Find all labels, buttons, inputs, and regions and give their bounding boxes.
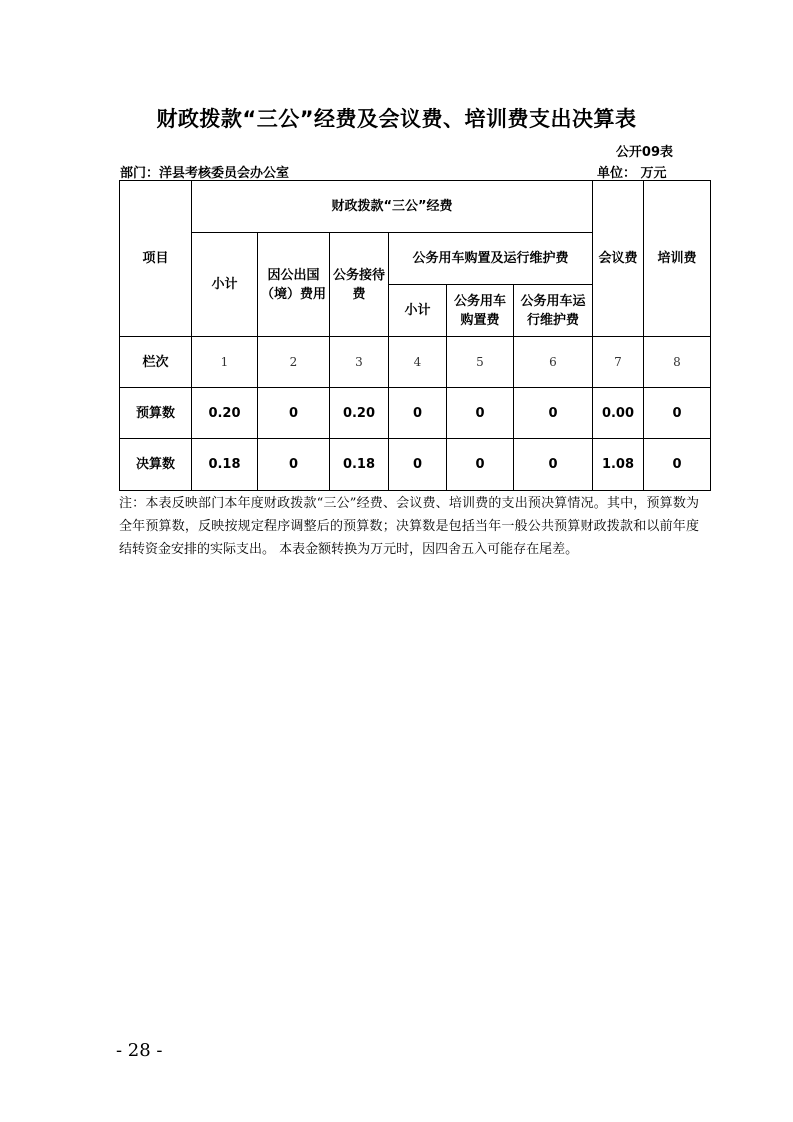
header-vehicle-operation: 公务用车运行维护费	[514, 285, 593, 337]
table-cell: 0	[514, 439, 593, 491]
table-cell: 0.18	[330, 439, 389, 491]
table-cell: 0	[258, 439, 330, 491]
page-number: - 28 -	[116, 1040, 163, 1061]
row-label: 预算数	[120, 388, 192, 439]
table-cell: 1	[192, 337, 258, 388]
header-meeting: 会议费	[593, 181, 644, 337]
table-cell: 0	[644, 388, 711, 439]
table-cell: 5	[447, 337, 514, 388]
header-vehicle-group: 公务用车购置及运行维护费	[389, 233, 593, 285]
table-cell: 0	[447, 439, 514, 491]
table-cell: 0	[644, 439, 711, 491]
row-label: 决算数	[120, 439, 192, 491]
header-item: 项目	[120, 181, 192, 337]
table-cell: 0.20	[330, 388, 389, 439]
unit-label: 单位： 万元	[597, 166, 667, 181]
table-cell: 4	[389, 337, 447, 388]
table-cell: 2	[258, 337, 330, 388]
table-cell: 8	[644, 337, 711, 388]
header-reception: 公务接待费	[330, 233, 389, 337]
table-cell: 3	[330, 337, 389, 388]
header-abroad: 因公出国（境）费用	[258, 233, 330, 337]
table-cell: 6	[514, 337, 593, 388]
table-cell: 0.00	[593, 388, 644, 439]
page-title: 财政拨款“三公”经费及会议费、培训费支出决算表	[156, 107, 637, 131]
form-number: 公开09表	[615, 145, 673, 160]
expenditure-table	[119, 180, 711, 491]
table-note: 注：本表反映部门本年度财政拨款“三公”经费、会议费、培训费的支出预决算情况。其中，预算数为全年预算数，反映按规定程序调整后的预算数；决算数是包括当年一般公共预算财政拨款和以前年度结转资金安排的实际支出。 本表金额转换为万元时，因四舍五入可能存在尾差。	[119, 496, 699, 557]
department-label: 部门：洋县考核委员会办公室	[120, 166, 290, 181]
header-training: 培训费	[644, 181, 711, 337]
table-row	[120, 388, 711, 439]
table-cell: 0	[514, 388, 593, 439]
table-cell: 1.08	[593, 439, 644, 491]
table-cell: 7	[593, 337, 644, 388]
table-cell: 0.20	[192, 388, 258, 439]
table-cell: 0.18	[192, 439, 258, 491]
table-cell: 0	[389, 439, 447, 491]
header-subtotal: 小计	[192, 233, 258, 337]
table-row	[120, 439, 711, 491]
table-cell: 0	[389, 388, 447, 439]
header-sangong-group: 财政拨款“三公”经费	[192, 181, 593, 233]
header-vehicle-purchase: 公务用车购置费	[447, 285, 514, 337]
table-cell: 0	[258, 388, 330, 439]
table-cell: 0	[447, 388, 514, 439]
table-row	[120, 337, 711, 388]
header-vehicle-subtotal: 小计	[389, 285, 447, 337]
row-label: 栏次	[120, 337, 192, 388]
